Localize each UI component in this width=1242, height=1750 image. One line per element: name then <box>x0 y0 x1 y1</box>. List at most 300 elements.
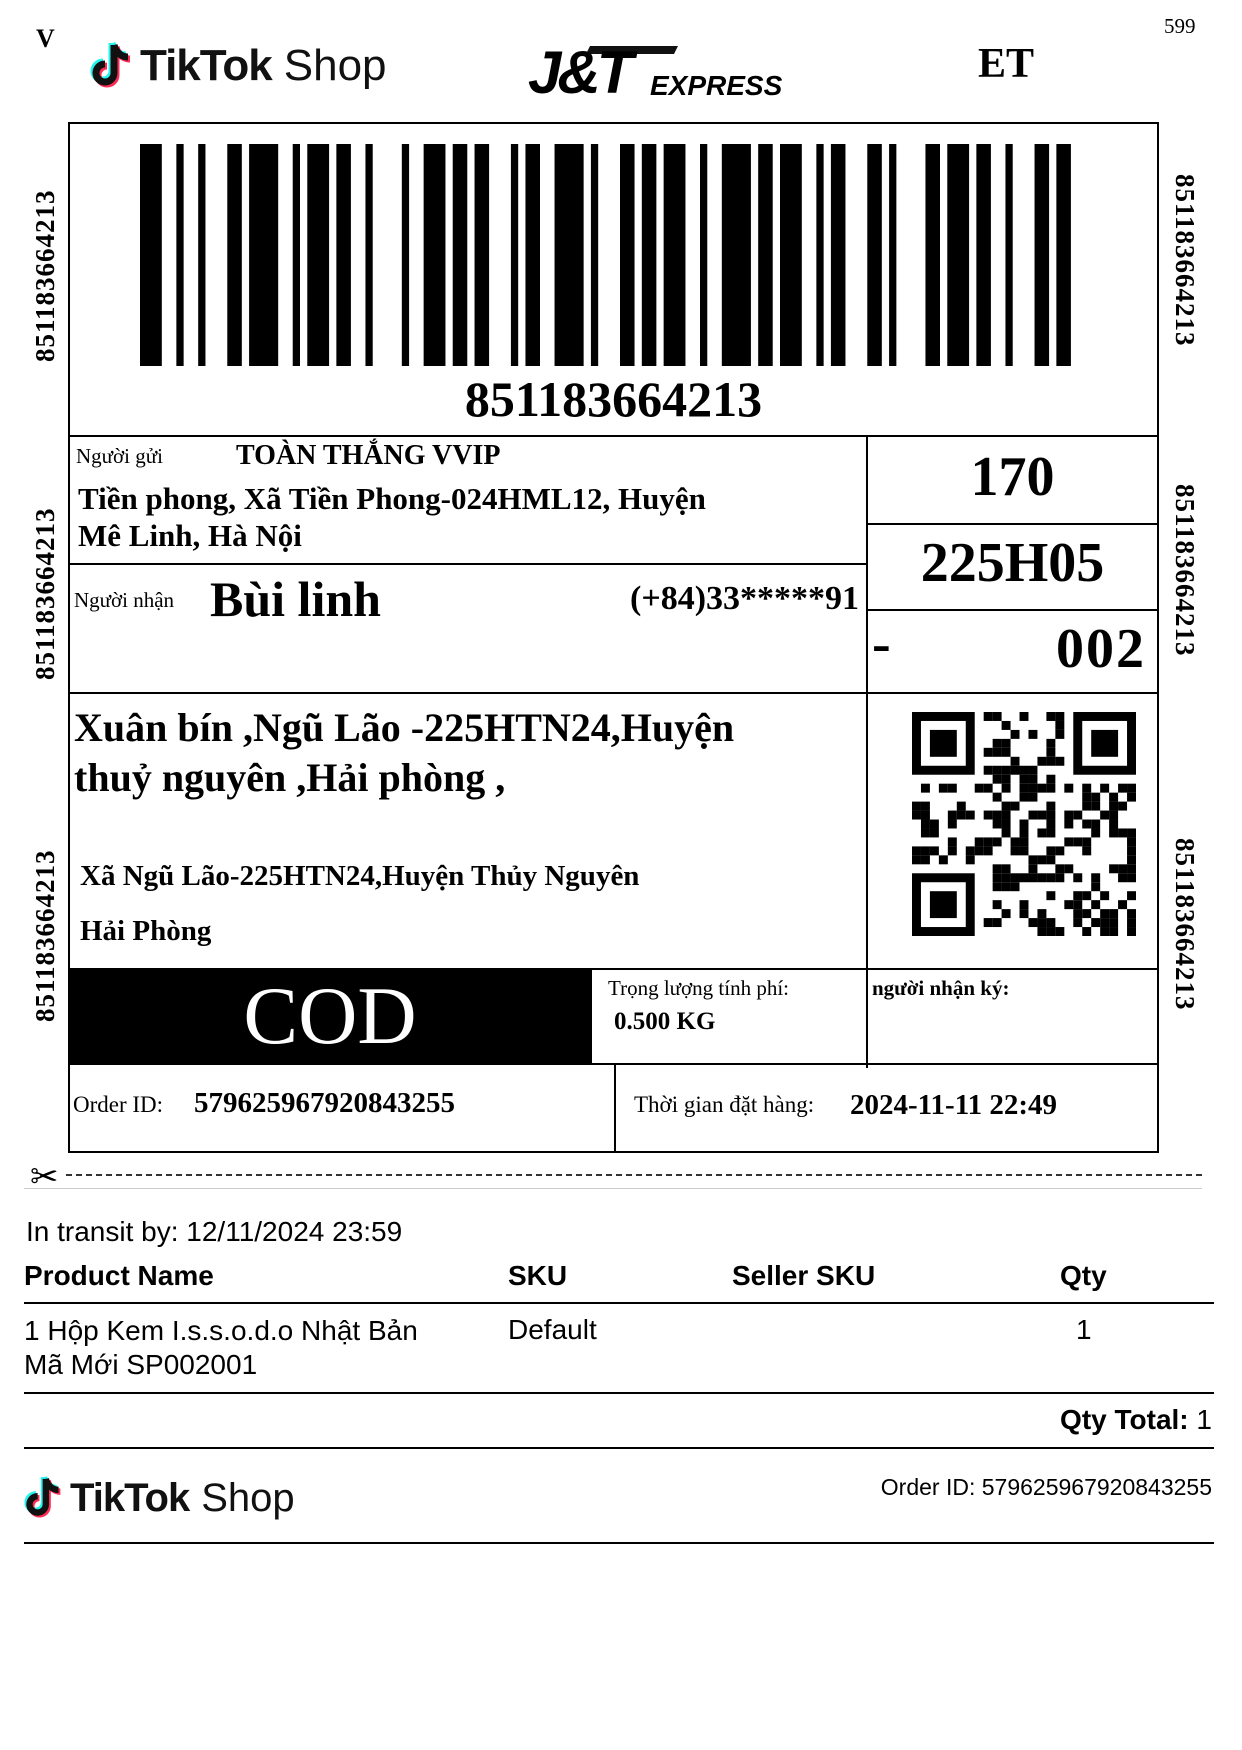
recipient-province: Hải Phòng <box>80 915 212 947</box>
qr-module <box>1020 793 1029 802</box>
qr-module <box>1055 927 1064 936</box>
weight-label: Trọng lượng tính phí: <box>608 976 789 1000</box>
barcode-bar <box>976 144 991 366</box>
qr-module <box>1100 784 1109 793</box>
qr-module <box>1118 864 1127 873</box>
qr-module <box>1064 784 1073 793</box>
qr-code <box>912 712 1136 936</box>
qr-module <box>1073 918 1082 927</box>
qr-module <box>1055 730 1064 739</box>
qr-module <box>1064 820 1073 829</box>
qr-module <box>1028 775 1037 784</box>
qr-module <box>1046 748 1055 757</box>
qr-module <box>1091 900 1100 909</box>
divider <box>614 1063 616 1153</box>
qr-module <box>1020 828 1029 837</box>
qr-module <box>1011 882 1020 891</box>
qr-module <box>1028 793 1037 802</box>
qr-module <box>921 802 930 811</box>
sort-code-1: 170 <box>970 446 1055 508</box>
barcode-bar <box>1056 144 1071 366</box>
qr-module <box>1055 712 1064 721</box>
qr-module <box>1028 811 1037 820</box>
qr-module <box>1127 828 1136 837</box>
barcode-bar <box>620 144 635 366</box>
qr-module <box>1002 775 1011 784</box>
shop-wordmark: Shop <box>283 41 387 90</box>
qr-module <box>1046 918 1055 927</box>
qr-module <box>1011 757 1020 766</box>
side-tracking-right-2: 851183664213 <box>1170 484 1200 657</box>
divider <box>866 435 868 1068</box>
barcode-bar <box>555 144 584 366</box>
barcode-bar <box>511 144 518 366</box>
qr-module <box>1011 873 1020 882</box>
qr-module <box>1082 802 1091 811</box>
barcode-bar <box>293 144 300 366</box>
header-product-name: Product Name <box>24 1260 214 1291</box>
qr-module <box>1055 864 1064 873</box>
qr-module <box>1109 802 1118 811</box>
qr-module <box>1020 837 1029 846</box>
qr-module <box>1002 820 1011 829</box>
qr-module <box>1109 909 1118 918</box>
qr-module <box>1011 802 1020 811</box>
footer-order-id: Order ID: 579625967920843255 <box>880 1474 1212 1500</box>
barcode-bar <box>591 144 598 366</box>
qr-module <box>1055 873 1064 882</box>
qr-module <box>993 793 1002 802</box>
qr-module <box>1082 909 1091 918</box>
qr-module <box>1100 918 1109 927</box>
qr-module <box>1109 864 1118 873</box>
tracking-number: 851183664213 <box>464 371 763 427</box>
qr-module <box>1109 811 1118 820</box>
side-tracking-right-3: 851183664213 <box>1170 838 1200 1011</box>
qr-module <box>1028 855 1037 864</box>
jt-express-logo <box>528 39 783 106</box>
qr-module <box>1091 828 1100 837</box>
qr-module <box>993 918 1002 927</box>
barcode-bar <box>642 144 657 366</box>
qr-module <box>921 846 930 855</box>
page-number: 599 <box>1164 14 1196 38</box>
qr-module <box>984 846 993 855</box>
qr-module <box>1046 784 1055 793</box>
footer-tiktok-shop-logo <box>24 1472 295 1524</box>
divider <box>68 692 1159 694</box>
qr-module <box>1109 828 1118 837</box>
qr-module <box>1002 739 1011 748</box>
barcode-bar <box>525 144 540 366</box>
barcode-bar <box>424 144 446 366</box>
recipient-phone: (+84)33*****91 <box>630 580 860 617</box>
qr-module <box>1073 837 1082 846</box>
qr-module <box>1073 811 1082 820</box>
qr-module <box>1020 775 1029 784</box>
qr-module <box>1118 828 1127 837</box>
qr-module <box>1091 802 1100 811</box>
barcode-bar <box>453 144 468 366</box>
recipient-name: Bùi linh <box>210 571 381 627</box>
qr-module <box>1127 855 1136 864</box>
qr-module <box>984 918 993 927</box>
recipient-label: Người nhận <box>74 588 175 612</box>
qr-module <box>1127 873 1136 882</box>
qr-module <box>993 837 1002 846</box>
qr-module <box>1046 855 1055 864</box>
sort-code-3: 002 <box>1056 618 1146 680</box>
qr-module <box>1100 909 1109 918</box>
qr-module <box>1073 909 1082 918</box>
barcode-bar <box>664 144 686 366</box>
v-mark: V <box>36 24 55 53</box>
qr-module <box>948 811 957 820</box>
qr-module <box>1082 927 1091 936</box>
qr-module <box>1100 927 1109 936</box>
qr-module <box>984 748 993 757</box>
barcode-bar <box>198 144 205 366</box>
divider <box>24 1392 1214 1394</box>
qr-module <box>921 855 930 864</box>
qr-module <box>1046 820 1055 829</box>
tracking-barcode <box>140 144 1100 366</box>
qr-module <box>948 846 957 855</box>
qr-module <box>993 775 1002 784</box>
qr-module <box>993 820 1002 829</box>
sort-dash: - <box>872 613 891 675</box>
barcode-bar <box>889 144 896 366</box>
qr-module <box>1028 873 1037 882</box>
jt-mark: J&T <box>528 39 630 106</box>
qr-module <box>1127 891 1136 900</box>
qr-module <box>1002 873 1011 882</box>
qr-module <box>921 820 930 829</box>
signature-label: người nhận ký: <box>872 976 1010 1000</box>
qr-module <box>1037 811 1046 820</box>
order-id-label: Order ID: <box>73 1092 164 1117</box>
qr-module <box>1011 837 1020 846</box>
barcode-bar <box>140 144 162 366</box>
qr-module <box>984 712 993 721</box>
cod-label: COD <box>243 970 417 1061</box>
barcode-bar <box>1035 144 1050 366</box>
qr-module <box>993 873 1002 882</box>
qr-module <box>1028 766 1037 775</box>
qr-module <box>1037 918 1046 927</box>
qr-module <box>984 811 993 820</box>
qr-module <box>1020 766 1029 775</box>
qr-module <box>1046 757 1055 766</box>
qr-module <box>1011 846 1020 855</box>
qr-module <box>984 837 993 846</box>
transit-by: In transit by: 12/11/2024 23:59 <box>26 1216 403 1247</box>
product-name-line2: Mã Mới SP002001 <box>24 1349 258 1380</box>
qr-module <box>1037 784 1046 793</box>
qr-module <box>921 828 930 837</box>
qr-module <box>1127 864 1136 873</box>
qr-module <box>1011 766 1020 775</box>
qty-total-value: 1 <box>1196 1404 1212 1435</box>
qr-module <box>1046 712 1055 721</box>
qr-module <box>993 811 1002 820</box>
qr-module <box>1064 864 1073 873</box>
divider <box>68 435 1159 437</box>
qr-module <box>1046 846 1055 855</box>
side-tracking-left-3: 851183664213 <box>30 849 60 1022</box>
qr-module <box>1118 900 1127 909</box>
qr-module <box>984 766 993 775</box>
cut-line <box>66 1174 1202 1176</box>
qr-module <box>957 811 966 820</box>
qr-module <box>993 882 1002 891</box>
side-tracking-right-1: 851183664213 <box>1170 174 1200 347</box>
qr-module <box>1002 784 1011 793</box>
tiktok-wordmark: TikTok <box>140 41 272 90</box>
qr-module <box>1127 918 1136 927</box>
divider <box>68 563 866 565</box>
qr-module <box>1100 811 1109 820</box>
barcode-bar <box>249 144 278 366</box>
qr-module <box>1037 909 1046 918</box>
qr-module <box>1082 837 1091 846</box>
product-row <box>24 1314 418 1382</box>
qr-module <box>939 855 948 864</box>
qr-module <box>975 837 984 846</box>
shop-wordmark: Shop <box>201 1475 295 1520</box>
divider <box>866 523 1159 525</box>
recipient-district: Xã Ngũ Lão-225HTN24,Huyện Thủy Nguyên <box>80 860 640 892</box>
qr-module <box>1055 757 1064 766</box>
barcode-bar <box>365 144 372 366</box>
qr-module <box>930 828 939 837</box>
header-seller-sku: Seller SKU <box>732 1260 876 1291</box>
barcode-bar <box>227 144 242 366</box>
header-qty: Qty <box>1060 1260 1107 1291</box>
qr-module <box>912 855 921 864</box>
qr-module <box>1011 730 1020 739</box>
qr-module <box>1091 882 1100 891</box>
barcode-bar <box>307 144 329 366</box>
qr-module <box>1002 811 1011 820</box>
qr-module <box>1127 909 1136 918</box>
qr-module <box>1082 784 1091 793</box>
barcode-bar <box>176 144 183 366</box>
qr-module <box>1127 927 1136 936</box>
divider <box>24 1542 1214 1544</box>
qr-module <box>1028 918 1037 927</box>
qr-module <box>1037 855 1046 864</box>
qr-module <box>966 811 975 820</box>
qr-module <box>1109 793 1118 802</box>
barcode-bar <box>816 144 823 366</box>
sender-label: Người gửi <box>76 444 163 468</box>
qr-module <box>984 784 993 793</box>
qr-module <box>1028 864 1037 873</box>
route-code: ET <box>978 41 1035 87</box>
qr-module <box>1109 918 1118 927</box>
barcode-bar <box>780 144 802 366</box>
sender-address-line1: Tiền phong, Xã Tiền Phong-024HML12, Huyện <box>78 481 706 516</box>
qr-module <box>1020 873 1029 882</box>
qr-module <box>1091 873 1100 882</box>
product-name-line1: 1 Hộp Kem I.s.s.o.d.o Nhật Bản <box>24 1315 418 1346</box>
qr-module <box>1002 882 1011 891</box>
qr-module <box>993 900 1002 909</box>
product-sku: Default <box>508 1314 597 1345</box>
qr-module <box>930 891 957 918</box>
scissors-icon: ✂ <box>30 1157 59 1197</box>
side-tracking-left-1: 851183664213 <box>30 189 60 362</box>
barcode-bar <box>700 144 707 366</box>
divider <box>24 1302 1214 1304</box>
qr-module <box>948 784 957 793</box>
qr-module <box>966 855 975 864</box>
qr-module <box>1002 802 1011 811</box>
qr-module <box>993 739 1002 748</box>
qr-module <box>912 802 921 811</box>
qr-module <box>1064 811 1073 820</box>
qr-module <box>1046 891 1055 900</box>
qr-module <box>1046 802 1055 811</box>
qr-module <box>975 784 984 793</box>
qr-module <box>1064 900 1073 909</box>
qr-module <box>1073 873 1082 882</box>
qr-module <box>1127 837 1136 846</box>
qr-module <box>1037 927 1046 936</box>
qr-module <box>1082 846 1091 855</box>
qr-module <box>1020 784 1029 793</box>
qr-module <box>1028 730 1037 739</box>
sender-address-line2: Mê Linh, Hà Nội <box>78 518 302 553</box>
qr-module <box>975 846 984 855</box>
cod-block <box>69 969 591 1063</box>
qr-module <box>1127 846 1136 855</box>
tiktok-wordmark: TikTok <box>70 1475 190 1520</box>
header-sku: SKU <box>508 1260 568 1291</box>
qr-module <box>1020 900 1029 909</box>
separator <box>24 1188 1202 1189</box>
tiktok-shop-logo <box>90 38 387 94</box>
recipient-address-line2: thuỷ nguyên ,Hải phòng , <box>74 755 506 800</box>
order-time-label: Thời gian đặt hàng: <box>634 1092 815 1117</box>
qr-module <box>1028 784 1037 793</box>
qr-module <box>1082 793 1091 802</box>
qr-module <box>1073 900 1082 909</box>
sort-code-2: 225H05 <box>920 532 1105 594</box>
qr-module <box>993 748 1002 757</box>
qr-module <box>957 802 966 811</box>
qr-module <box>1020 909 1029 918</box>
qr-module <box>1020 820 1029 829</box>
qty-total-label: Qty Total: <box>1060 1404 1189 1435</box>
qr-module <box>1091 918 1100 927</box>
qr-module <box>921 784 930 793</box>
qr-module <box>1073 891 1082 900</box>
qr-module <box>1002 748 1011 757</box>
qr-module <box>1118 784 1127 793</box>
divider <box>866 609 1159 611</box>
order-id-value: 579625967920843255 <box>194 1087 455 1119</box>
barcode-bar <box>867 144 882 366</box>
product-qty: 1 <box>1076 1314 1092 1345</box>
jt-express-word: EXPRESS <box>650 70 783 101</box>
barcode-bar <box>1005 144 1012 366</box>
qr-module <box>1091 793 1100 802</box>
qr-module <box>1020 846 1029 855</box>
side-tracking-left-2: 851183664213 <box>30 507 60 680</box>
qr-module <box>993 766 1002 775</box>
barcode-bar <box>758 144 773 366</box>
barcode-bar <box>336 144 351 366</box>
barcode-bar <box>402 144 409 366</box>
qr-module <box>1046 873 1055 882</box>
qr-module <box>1091 820 1100 829</box>
barcode-bar <box>947 144 969 366</box>
qr-module <box>1002 864 1011 873</box>
qr-module <box>1037 873 1046 882</box>
qr-module <box>1037 828 1046 837</box>
qr-module <box>993 712 1002 721</box>
barcode-bar <box>831 144 846 366</box>
weight-value: 0.500 KG <box>614 1008 716 1035</box>
qr-module <box>1002 721 1011 730</box>
qr-module <box>948 820 957 829</box>
qr-module <box>1046 811 1055 820</box>
barcode-bar <box>925 144 940 366</box>
qr-module <box>1046 775 1055 784</box>
barcode-bar <box>475 144 490 366</box>
qr-module <box>1100 891 1109 900</box>
qr-module <box>1064 837 1073 846</box>
qr-module <box>912 811 921 820</box>
tiktok-note-icon <box>90 41 134 91</box>
qr-module <box>930 730 957 757</box>
recipient-address-line1: Xuân bín ,Ngũ Lão -225HTN24,Huyện <box>74 705 735 750</box>
qr-module <box>930 820 939 829</box>
qr-module <box>1055 721 1064 730</box>
order-time-value: 2024-11-11 22:49 <box>850 1089 1058 1121</box>
qr-module <box>1002 828 1011 837</box>
qr-module <box>1109 820 1118 829</box>
qr-module <box>993 864 1002 873</box>
qr-module <box>912 846 921 855</box>
qr-module <box>930 846 939 855</box>
qr-module <box>939 784 948 793</box>
qr-module <box>1082 891 1091 900</box>
qr-module <box>1037 757 1046 766</box>
divider <box>24 1447 1214 1449</box>
tiktok-note-icon <box>24 1475 64 1521</box>
qr-module <box>1002 909 1011 918</box>
qr-module <box>1127 784 1136 793</box>
sender-name: TOÀN THẮNG VVIP <box>236 440 501 471</box>
qr-module <box>1118 802 1127 811</box>
qr-module <box>948 837 957 846</box>
qr-module <box>966 846 975 855</box>
qr-module <box>1020 712 1029 721</box>
barcode-bar <box>722 144 751 366</box>
qr-module <box>1046 927 1055 936</box>
qr-module <box>1109 927 1118 936</box>
qr-module <box>1091 730 1118 757</box>
qr-module <box>1055 846 1064 855</box>
qty-total <box>1060 1404 1212 1436</box>
qr-module <box>1046 739 1055 748</box>
qr-module <box>1002 766 1011 775</box>
qr-module <box>1127 793 1136 802</box>
qr-module <box>1082 820 1091 829</box>
